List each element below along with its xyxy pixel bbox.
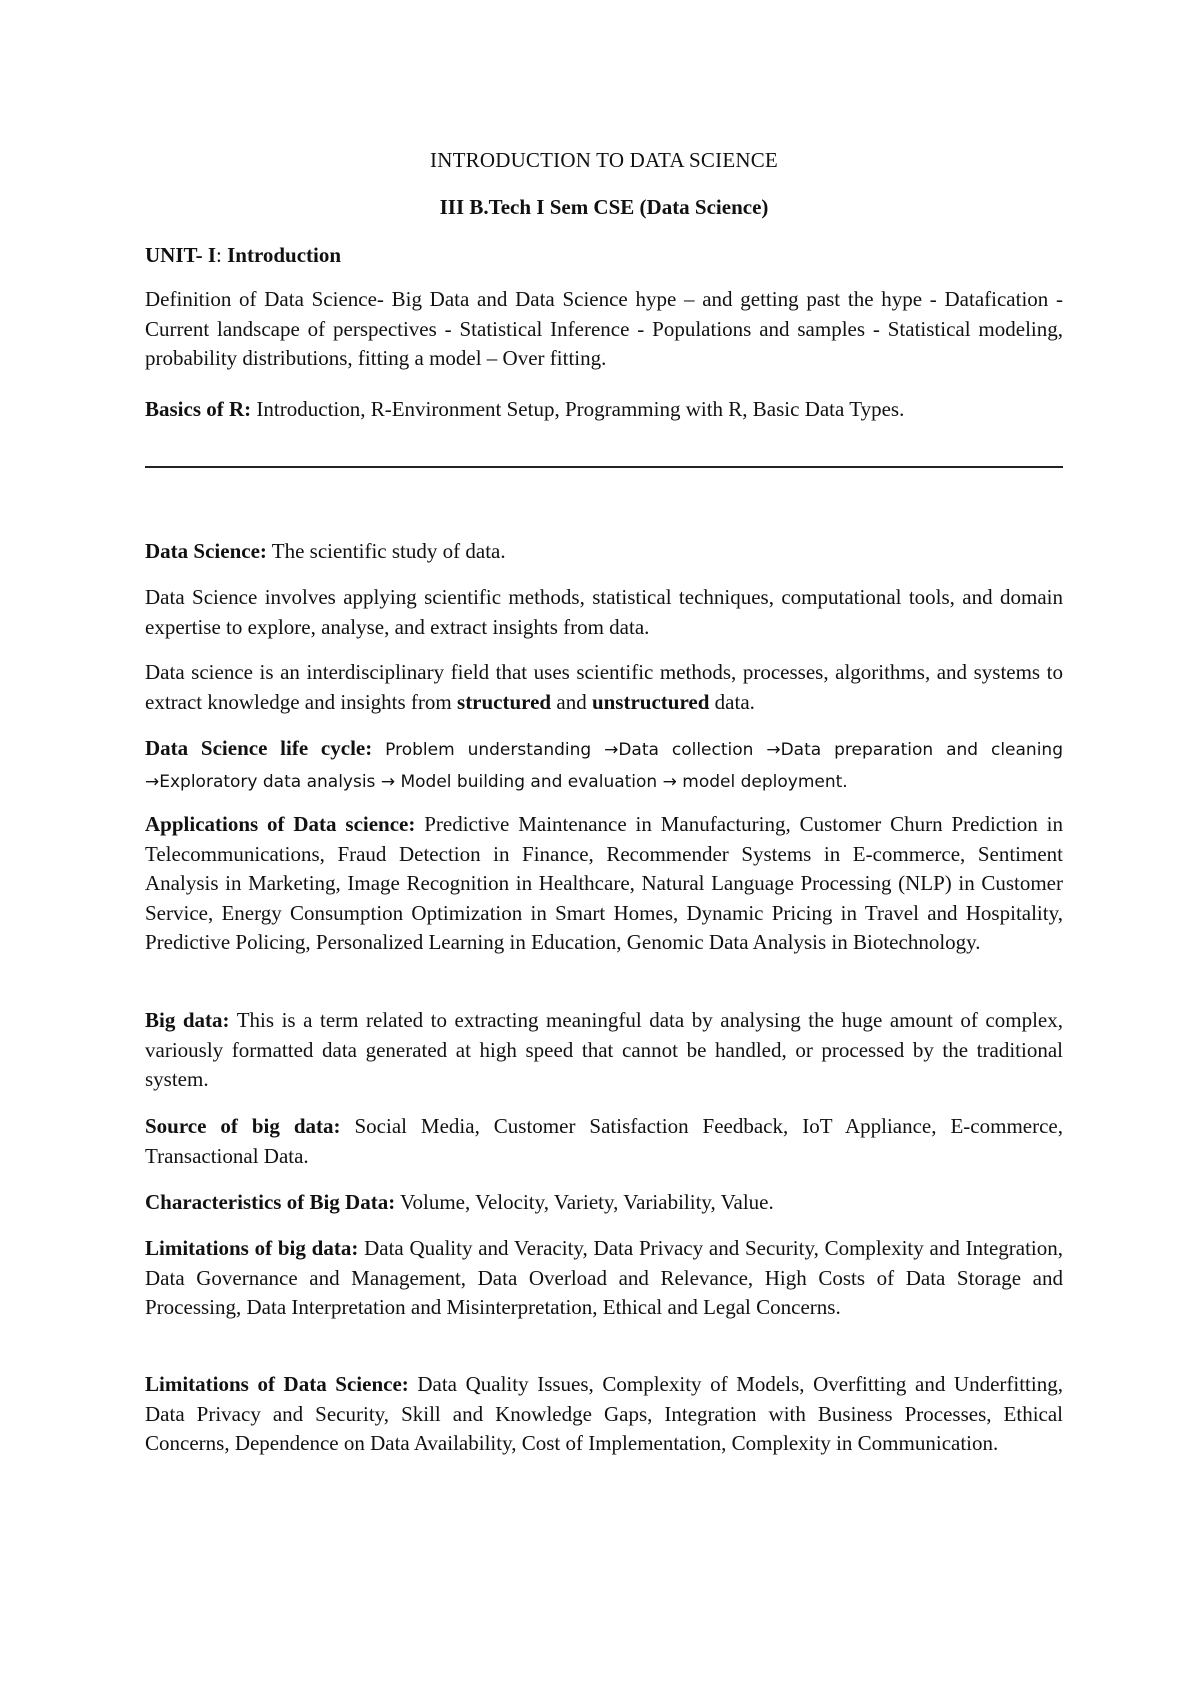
data-science-interdisciplinary-paragraph [145, 658, 1063, 717]
life-cycle-label: Data Science life cycle: [145, 736, 373, 760]
unit-name: Introduction [227, 243, 342, 267]
data-science-involves-paragraph: Data Science involves applying scientific methods, statistical techniques, computational tools, and domain expertise to explore, analyse, and extract insights from data. [145, 585, 1063, 639]
unstructured-term: unstructured [591, 689, 710, 714]
big-data-sources-label: Source of big data: [145, 1114, 341, 1138]
big-data-limitations-paragraph [145, 1234, 1063, 1323]
structured-term: structured [457, 689, 552, 714]
big-data-sources-paragraph [145, 1112, 1063, 1171]
big-data-limitations-label: Limitations of big data: [145, 1236, 359, 1260]
big-data-label: Big data: [145, 1008, 230, 1032]
big-data-characteristics-text: Volume, Velocity, Variety, Variability, Value. [395, 1190, 774, 1214]
document-subtitle: III B.Tech I Sem CSE (Data Science) [439, 195, 769, 219]
interdisciplinary-text-2: and [551, 689, 592, 714]
data-science-text: The scientific study of data. [266, 539, 506, 563]
data-science-life-cycle-paragraph [145, 734, 1063, 797]
life-cycle-text: Problem understanding →Data collection →Data preparation and cleaning →Exploratory data analysis → Model building and evaluation → model deployment. [145, 740, 1063, 792]
unit-heading [145, 241, 341, 269]
big-data-sources-text: Social Media, Customer Satisfaction Feedback, IoT Appliance, E-commerce, Transactional Data. [145, 1114, 1063, 1168]
data-science-limitations-paragraph [145, 1370, 1063, 1459]
data-science-label: Data Science: [145, 539, 267, 563]
applications-text: Predictive Maintenance in Manufacturing, Customer Churn Prediction in Telecommunications, Fraud Detection in Finance, Recommender Systems in E-commerce, Sentiment Analysis in Marketing, Image Recognition in Healthcare, Natural Language Processing (NLP) in Customer Service, Energy Consumption Optimization in Smart Homes, Dynamic Pricing in Travel and Hospitality, Predictive Policing, Personalized Learning in Education, Genomic Data Analysis in Biotechnology. [145, 812, 1063, 954]
big-data-characteristics-label: Characteristics of Big Data: [145, 1190, 396, 1214]
section-divider [145, 466, 1063, 468]
unit-separator: : [216, 243, 228, 267]
document-page [145, 0, 1063, 1696]
big-data-characteristics-paragraph [145, 1188, 1063, 1218]
applications-paragraph [145, 810, 1063, 958]
interdisciplinary-text-3: data. [709, 689, 755, 714]
applications-label: Applications of Data science: [145, 812, 416, 836]
syllabus-paragraph: Definition of Data Science- Big Data and Data Science hype – and getting past the hype - Datafication - Current landscape of perspectives - Statistical Inference - Populations and samples - Statistical modeling, probability distributions, fitting a model – Over fitting. [145, 287, 1063, 370]
big-data-limitations-text: Data Quality and Veracity, Data Privacy and Security, Complexity and Integration, Data Governance and Management, Data Overload and Relevance, High Costs of Data Storage and Processing, Data Interpretation and Misinterpretation, Ethical and Legal Concerns. [145, 1236, 1063, 1319]
interdisciplinary-text-1: Data science is an interdisciplinary field that uses scientific methods, processes, algorithms, and systems to extract knowledge and insights from [145, 660, 1063, 714]
unit-label: UNIT- I [145, 243, 216, 267]
basics-of-r-label: Basics of R: [145, 397, 252, 421]
big-data-paragraph [145, 1006, 1063, 1095]
document-title: INTRODUCTION TO DATA SCIENCE [430, 148, 778, 172]
basics-of-r-text: Introduction, R-Environment Setup, Programming with R, Basic Data Types. [251, 397, 905, 421]
big-data-text: This is a term related to extracting meaningful data by analysing the huge amount of complex, variously formatted data generated at high speed that cannot be handled, or processed by the traditional system. [145, 1008, 1063, 1091]
data-science-definition [145, 537, 1063, 567]
basics-of-r-paragraph [145, 395, 1063, 425]
data-science-limitations-label: Limitations of Data Science: [145, 1372, 409, 1396]
data-science-limitations-text: Data Quality Issues, Complexity of Models, Overfitting and Underfitting, Data Privacy and Security, Skill and Knowledge Gaps, Integration with Business Processes, Ethical Concerns, Dependence on Data Availability, Cost of Implementation, Complexity in Communication. [145, 1372, 1063, 1455]
